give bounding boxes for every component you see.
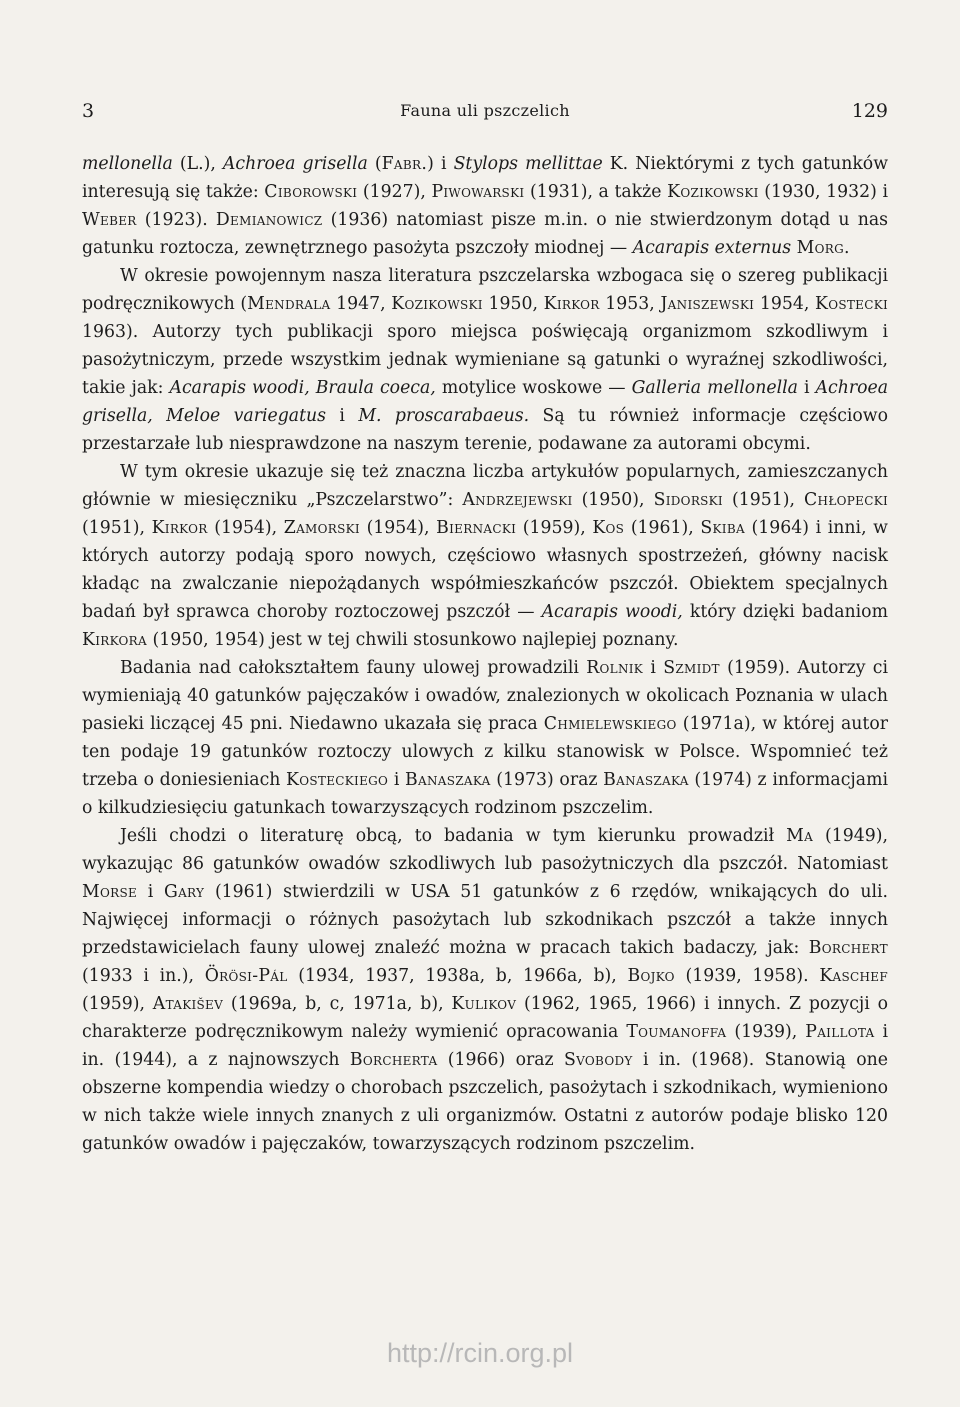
text-run: i — [137, 882, 164, 902]
author-name: Skiba — [700, 518, 745, 538]
author-name: Weber — [82, 210, 137, 230]
author-name: Andrzejewski — [462, 490, 573, 510]
author-name: Biernacki — [436, 518, 517, 538]
text-run: (1969a, b, c, 1971a, b), — [223, 994, 452, 1014]
author-name: Demianowicz — [215, 210, 323, 230]
text-run: (L.), — [172, 154, 223, 174]
text-run: (1950, 1954) jest w tej chwili stosunkowo najlepiej poznany. — [146, 630, 679, 650]
italic-term: mellonella — [82, 154, 173, 174]
author-name: Chmielewskiego — [543, 714, 677, 734]
text-run: (1923). — [136, 210, 216, 230]
page-header — [82, 100, 888, 130]
italic-term: Galleria mellonella — [631, 378, 798, 398]
author-name: Kos — [592, 518, 625, 538]
text-run: 1950, — [482, 294, 544, 314]
author-name: Kozikowski — [667, 182, 759, 202]
author-name: Borcherta — [349, 1050, 438, 1070]
author-name: Morg. — [796, 238, 850, 258]
author-name: Toumanoffa — [626, 1022, 727, 1042]
author-name: Bojko — [627, 966, 675, 986]
text-run: (1930, 1932) i — [758, 182, 888, 202]
text-run: (1939), — [726, 1022, 806, 1042]
author-name: Gary — [163, 882, 205, 902]
text-run: (1959), — [82, 994, 153, 1014]
author-name: Kulikov — [451, 994, 517, 1014]
text-run: (1974) z informacjami o kilkudziesięciu gatunkach towarzyszących rodzinom pszczelim. — [82, 770, 888, 818]
author-name: Kirkor — [151, 518, 208, 538]
author-name: Kozikowski — [391, 294, 483, 314]
text-run: i — [797, 378, 816, 398]
author-name: Janiszewski — [660, 294, 755, 314]
text-run: (1962, 1965, 1966) i innych. Z pozycji o charakterze podręcznikowym należy wymienić opracowania — [82, 994, 888, 1042]
paragraph — [82, 654, 888, 822]
author-name: Chłopecki — [804, 490, 889, 510]
text-run: (1961), — [624, 518, 701, 538]
text-run: (1939, 1958). — [674, 966, 820, 986]
paragraph — [82, 262, 888, 458]
text-run: i — [643, 658, 664, 678]
text-run: motylice woskowe — — [435, 378, 632, 398]
source-url-watermark[interactable]: http://rcin.org.pl — [386, 1338, 574, 1368]
text-run: i — [388, 770, 406, 790]
text-run: (1971a), w której autor ten podaje 19 gatunków roztoczy ulowych z kilku stanowisk w Polsce. Wspomnieć też trzeba o doniesieniach — [82, 714, 889, 790]
text-run: ( — [367, 154, 382, 174]
text-run: (1959). Autorzy ci wymieniają 40 gatunków pajęczaków i owadów, znalezionych w okolicach Poznania w ulach pasieki liczącej 45 pni. Niedawno ukazała się praca — [82, 658, 889, 734]
author-name: Kirkora — [82, 630, 147, 650]
author-name: Atakišev — [152, 994, 224, 1014]
italic-term: Stylops mellittae — [453, 154, 603, 174]
running-title: Fauna uli pszczelich — [400, 101, 570, 120]
paragraph — [82, 150, 888, 262]
text-run: (1931), a także — [524, 182, 668, 202]
text-run: i in. (1968). Stanowią one obszerne kompendia wiedzy o chorobach pszczelich, pasożytach i szkodnikach, wymieniono w nich także wiele innych znanych z uli organizmów. Ostatni z autorów podaje blisko 120 gatunków owadów i pajęczaków, towarzyszących rodzinom pszczelim. — [82, 1050, 888, 1154]
text-run: (1961) stwierdzili w USA 51 gatunków z 6 rzędów, wnikających do uli. Najwięcej informacji o różnych pasożytach lub szkodnikach pszczół a także innych przedstawicielach fauny ulowej znaleźć można w pracach takich badaczy, jak: — [82, 882, 888, 958]
text-run: 1954, — [754, 294, 815, 314]
author-name: Banaszaka — [405, 770, 491, 790]
text-run: (1964) i inni, w których autorzy podają sporo nowych, częściowo własnych spostrzeżeń, główny nacisk kładąc na zwalczanie niepożądanych współmieszkańców pszczół. Obiektem specjalnych badań był sprawca choroby roztoczowej pszczół — — [82, 518, 888, 622]
text-run: i — [326, 406, 359, 426]
text-run: ) i — [427, 154, 454, 174]
text-run: 1953, — [599, 294, 661, 314]
text-run: i in. (1944), a z najnowszych — [82, 1022, 888, 1070]
author-name: Svobody — [563, 1050, 633, 1070]
author-name: Mendrala — [247, 294, 331, 314]
author-name: Szmidt — [663, 658, 720, 678]
author-name: Piwowarski — [431, 182, 525, 202]
text-run: (1933 i in.), — [82, 966, 205, 986]
author-name: Sidorski — [653, 490, 723, 510]
text-run: K. Niektórymi z tych gatunków interesują się także: — [82, 154, 888, 202]
text-run: (1927), — [357, 182, 432, 202]
text-run: (1954), — [207, 518, 284, 538]
text-run: W okresie powojennym nasza literatura pszczelarska wzbogaca się o szereg publikacji podręcznikowych ( — [82, 266, 888, 314]
text-run: (1936) natomiast pisze m.in. o nie stwierdzonym dotąd u nas gatunku roztocza, zewnętrznego pasożyta pszczoły miodnej — — [82, 210, 888, 258]
author-name: Fabr. — [381, 154, 428, 174]
page-number: 129 — [851, 100, 888, 122]
section-number: 3 — [82, 100, 95, 122]
author-name: Borchert — [808, 938, 888, 958]
author-name: Banaszaka — [603, 770, 689, 790]
text-run: Są tu również informacje częściowo przestarzałe lub niesprawdzone na naszym terenie, podawane za autorami obcymi. — [82, 406, 889, 454]
author-name: Kirkor — [543, 294, 600, 314]
text-run: (1954), — [359, 518, 437, 538]
text-run: (1950), — [572, 490, 654, 510]
paragraph — [82, 822, 888, 1158]
text-run: Badania nad całokształtem fauny ulowej prowadzili — [120, 658, 587, 678]
italic-term: Achroea grisella, Meloe variegatus — [82, 378, 889, 426]
italic-term: Achroea grisella — [222, 154, 368, 174]
italic-term: M. proscarabaeus. — [358, 406, 530, 426]
text-run: (1973) oraz — [490, 770, 604, 790]
text-run: (1966) oraz — [437, 1050, 564, 1070]
text-run: Jeśli chodzi o literaturę obcą, to badania w tym kierunku prowadził — [120, 826, 787, 846]
author-name: Ma — [786, 826, 814, 846]
text-run: który dzięki badaniom — [682, 602, 888, 622]
body-text — [82, 150, 888, 1158]
author-name: Morse — [82, 882, 138, 902]
author-name: Kaschef — [819, 966, 888, 986]
text-run: (1959), — [516, 518, 593, 538]
text-run: W tym okresie ukazuje się też znaczna liczba artykułów popularnych, zamieszczanych głównie w miesięczniku „Pszczelarstwo”: — [82, 462, 888, 510]
text-run: (1949), wykazując 86 gatunków owadów szkodliwych lub pasożytniczych dla pszczół. Natomiast — [82, 826, 889, 874]
author-name: Rolnik — [586, 658, 644, 678]
paragraph — [82, 458, 888, 654]
author-name: Kostecki — [814, 294, 889, 314]
author-name: Zamorski — [283, 518, 360, 538]
author-name: Kosteckiego — [286, 770, 389, 790]
text-run: (1951), — [82, 518, 152, 538]
text-run: 1963). Autorzy tych publikacji sporo miejsca poświęcają organizmom szkodliwym i pasożytniczym, przede wszystkim jednak wymieniane są gatunki o wyraźnej szkodliwości, takie jak: — [82, 322, 888, 398]
text-run: (1951), — [722, 490, 805, 510]
italic-term: Acarapis externus — [632, 238, 792, 258]
italic-term: Acarapis woodi, Braula coeca, — [169, 378, 436, 398]
italic-term: Acarapis woodi, — [541, 602, 683, 622]
text-run: (1934, 1937, 1938a, b, 1966a, b), — [287, 966, 628, 986]
author-name: Örösi-Pál — [204, 966, 288, 986]
text-run: 1947, — [330, 294, 392, 314]
author-name: Ciborowski — [264, 182, 358, 202]
author-name: Paillota — [805, 1022, 875, 1042]
